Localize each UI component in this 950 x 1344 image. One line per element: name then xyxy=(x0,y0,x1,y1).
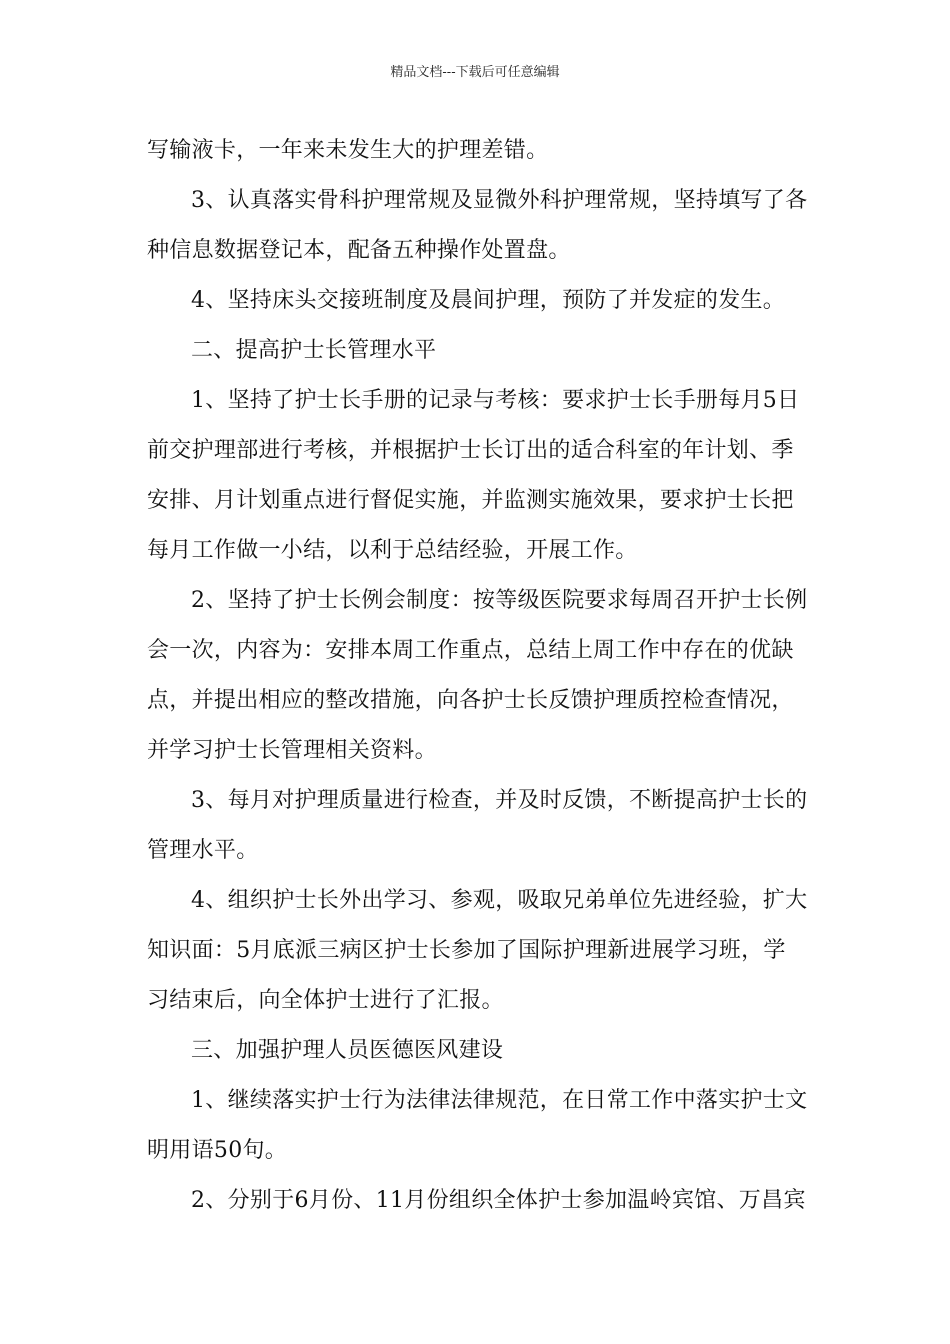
text-line: 2、分别于6月份、11月份组织全体护士参加温岭宾馆、万昌宾 xyxy=(191,1188,806,1213)
text-line: 安排、月计划重点进行督促实施，并监测实施效果，要求护士长把 xyxy=(147,488,794,513)
text-line: 3、每月对护理质量进行检查，并及时反馈，不断提高护士长的 xyxy=(191,788,808,813)
text-line: 1、继续落实护士行为法律法律规范，在日常工作中落实护士文 xyxy=(191,1088,808,1113)
text-line: 二、提高护士长管理水平 xyxy=(191,338,437,363)
text-line: 3、认真落实骨科护理常规及显微外科护理常规，坚持填写了各 xyxy=(191,188,808,213)
text-line: 明用语50句。 xyxy=(147,1138,288,1163)
text-line: 习结束后，向全体护士进行了汇报。 xyxy=(147,988,504,1013)
text-line: 三、加强护理人员医德医风建设 xyxy=(191,1038,504,1063)
text-line: 写输液卡，一年来未发生大的护理差错。 xyxy=(147,138,549,163)
text-line: 会一次，内容为：安排本周工作重点，总结上周工作中存在的优缺 xyxy=(147,638,794,663)
document-body xyxy=(147,126,809,1226)
text-line: 1、坚持了护士长手册的记录与考核：要求护士长手册每月5日 xyxy=(191,388,800,413)
page-header: 精品文档---下载后可任意编辑 xyxy=(390,65,560,80)
text-line: 并学习护士长管理相关资料。 xyxy=(147,738,437,763)
text-line: 种信息数据登记本，配备五种操作处置盘。 xyxy=(147,238,571,263)
text-line: 每月工作做一小结，以利于总结经验，开展工作。 xyxy=(147,538,638,563)
text-line: 管理水平。 xyxy=(147,838,259,863)
text-line: 2、坚持了护士长例会制度：按等级医院要求每周召开护士长例 xyxy=(191,588,808,613)
text-line: 4、坚持床头交接班制度及晨间护理，预防了并发症的发生。 xyxy=(191,288,786,313)
text-line: 知识面：5月底派三病区护士长参加了国际护理新进展学习班，学 xyxy=(147,938,786,963)
text-line: 点，并提出相应的整改措施，向各护士长反馈护理质控检查情况， xyxy=(147,688,794,713)
text-line: 4、组织护士长外出学习、参观，吸取兄弟单位先进经验，扩大 xyxy=(191,888,808,913)
text-line: 前交护理部进行考核，并根据护士长订出的适合科室的年计划、季 xyxy=(147,438,794,463)
